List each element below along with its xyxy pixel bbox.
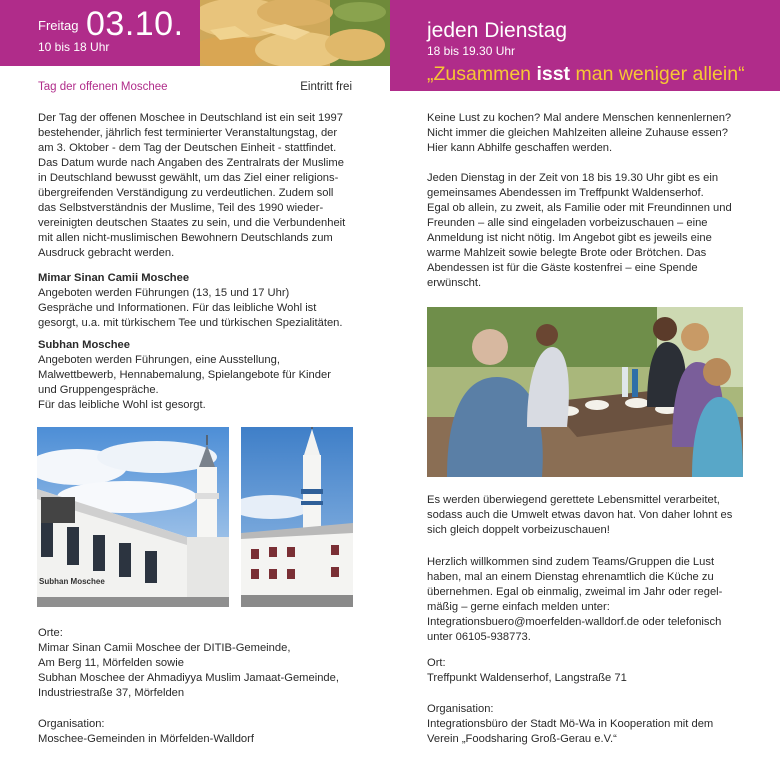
slogan bbox=[427, 62, 745, 86]
mimar-line: Angeboten werden Führungen (13, 15 und 17 Uhr) bbox=[38, 287, 290, 299]
intro-line: in Deutschland bewusst gewählt, um das Ziel einer religions- bbox=[38, 172, 339, 184]
intro-line: am 3. Oktober - dem Tag der Deutschen Einheit - stattfindet. bbox=[38, 142, 337, 154]
intro-line: Das Datum wurde nach Angaben des Zentralrats der Muslime bbox=[38, 157, 344, 169]
subhan-heading: Subhan Moschee bbox=[38, 339, 131, 351]
intro-line: mit allen nicht-muslimischen Bewohnern Deutschlands zum bbox=[38, 232, 333, 244]
mimar-sinan-mosque-photo bbox=[241, 427, 353, 607]
intro-line: Ausdruck gebracht werden. bbox=[38, 247, 175, 259]
ort-text: Treffpunkt Waldenserhof, Langstraße 71 bbox=[427, 672, 627, 684]
dinner-photo bbox=[427, 307, 743, 477]
right-paragraph-4 bbox=[427, 555, 757, 645]
mimar-heading: Mimar Sinan Camii Moschee bbox=[38, 272, 190, 284]
p4-line: Herzlich willkommen sind zudem Teams/Gruppen die Lust bbox=[427, 556, 715, 568]
entry-fee: Eintritt frei bbox=[300, 81, 352, 93]
subhan-line: Angeboten werden Führungen, eine Ausstellung, bbox=[38, 354, 280, 366]
intro-line: übergreifenden Verständigung zu verdeutlichen. Zudem soll bbox=[38, 187, 334, 199]
mimar-line: Gespräche und Informationen. Für das leibliche Wohl ist bbox=[38, 302, 317, 314]
right-time: 18 bis 19.30 Uhr bbox=[427, 44, 516, 58]
right-ort-section bbox=[427, 656, 757, 686]
intro-line: vereinigten deutschen Staates zu sein, und die Verbundenheit bbox=[38, 217, 346, 229]
p2-line: gemeinsames Abendessen im Treffpunkt Waldenserhof. bbox=[427, 187, 704, 199]
organisation-label: Organisation: bbox=[38, 718, 105, 730]
orte-section bbox=[38, 626, 354, 701]
orte-line: Am Berg 11, Mörfelden sowie bbox=[38, 657, 184, 669]
event-date: 03.10. bbox=[86, 5, 184, 43]
subtitle-text: Tag der offenen Moschee bbox=[38, 81, 168, 93]
orte-label: Orte: bbox=[38, 627, 63, 639]
organisation-line: Integrationsbüro der Stadt Mö-Wa in Kooperation mit dem bbox=[427, 718, 714, 730]
right-paragraph-3 bbox=[427, 493, 757, 538]
p3-line: sodass auch die Umwelt etwas davon hat. Von daher lohnt es bbox=[427, 509, 733, 521]
p2-line: erwünscht. bbox=[427, 277, 482, 289]
event-day: Freitag bbox=[38, 18, 79, 33]
orte-line: Subhan Moschee der Ahmadiyya Muslim Jamaat-Gemeinde, bbox=[38, 672, 339, 684]
subhan-line: Für das leibliche Wohl ist gesorgt. bbox=[38, 399, 206, 411]
right-paragraph-2 bbox=[427, 171, 757, 291]
p3-line: sich gleich doppelt vorbeizuschauen! bbox=[427, 524, 610, 536]
p2-line: Jeden Dienstag in der Zeit von 18 bis 19.30 Uhr gibt es ein bbox=[427, 172, 719, 184]
mimar-line: gesorgt, u.a. mit türkischem Tee und türkischen Spezialitäten. bbox=[38, 317, 343, 329]
p1-line: Keine Lust zu kochen? Mal andere Menschen kennenlernen? bbox=[427, 112, 732, 124]
intro-line: bestehender, jährlich fest terminierter Veranstaltungstag, der bbox=[38, 127, 338, 139]
left-organisation-section bbox=[38, 717, 354, 747]
p4-line: mäßig – gerne einfach melden unter: bbox=[427, 601, 610, 613]
slogan-post: man weniger allein“ bbox=[570, 63, 745, 85]
p3-line: Es werden überwiegend gerettete Lebensmittel verarbeitet, bbox=[427, 494, 720, 506]
intro-line: Der Tag der offenen Moschee in Deutschland ist ein seit 1997 bbox=[38, 112, 343, 124]
subhan-line: und Gruppengespräche. bbox=[38, 384, 159, 396]
p2-line: Anmeldung ist nicht nötig. Im Angebot gibt es jeweils eine bbox=[427, 232, 712, 244]
mimar-section bbox=[38, 271, 354, 331]
right-paragraph-1 bbox=[427, 111, 757, 156]
p2-line: Freunden – alle sind eingeladen vorbeizuschauen – eine bbox=[427, 217, 708, 229]
slogan-bold: isst bbox=[536, 63, 571, 85]
subhan-section bbox=[38, 338, 354, 413]
slogan-pre: „Zusammen bbox=[427, 63, 537, 85]
orte-line: Mimar Sinan Camii Moschee der DITIB-Gemeinde, bbox=[38, 642, 291, 654]
p1-line: Nicht immer die gleichen Mahlzeiten alleine Zuhause essen? bbox=[427, 127, 728, 139]
right-organisation-section bbox=[427, 702, 757, 747]
food-photo bbox=[200, 0, 390, 66]
organisation-line: Verein „Foodsharing Groß-Gerau e.V.“ bbox=[427, 733, 617, 745]
left-header-banner bbox=[0, 0, 200, 66]
p2-line: Egal ob allein, zu zweit, als Familie oder mit Freundinnen und bbox=[427, 202, 732, 214]
p1-line: Hier kann Abhilfe geschaffen werden. bbox=[427, 142, 613, 154]
event-subtitle bbox=[38, 80, 352, 95]
p4-line: haben, mal an einem Dienstag ehrenamtlich die Küche zu bbox=[427, 571, 714, 583]
right-title: jeden Dienstag bbox=[427, 19, 568, 42]
orte-line: Industriestraße 37, Mörfelden bbox=[38, 687, 185, 699]
organisation-label: Organisation: bbox=[427, 703, 494, 715]
subhan-line: Malwettbewerb, Hennabemalung, Spielangebote für Kinder bbox=[38, 369, 331, 381]
ort-label: Ort: bbox=[427, 657, 446, 669]
subhan-mosque-photo bbox=[37, 427, 229, 607]
email-line: Integrationsbuero@moerfelden-walldorf.de oder telefonisch bbox=[427, 616, 722, 628]
organisation-text: Moschee-Gemeinden in Mörfelden-Walldorf bbox=[38, 733, 254, 745]
p4-line: übernehmen. Egal ob einmalig, zweimal im Jahr oder regel- bbox=[427, 586, 723, 598]
intro-line: das Selbstverständnis der Muslime, Teil des 1990 wieder- bbox=[38, 202, 324, 214]
phone-line: unter 06105-938773. bbox=[427, 631, 531, 643]
event-time: 10 bis 18 Uhr bbox=[38, 40, 110, 54]
p2-line: warme Mahlzeit sowie belegte Brote oder Brötchen. Das bbox=[427, 247, 707, 259]
mosque-sign-text: Subhan Moschee bbox=[39, 577, 105, 586]
p2-line: Abendessen ist für die Gäste kostenfrei – eine Spende bbox=[427, 262, 698, 274]
intro-paragraph bbox=[38, 111, 354, 261]
